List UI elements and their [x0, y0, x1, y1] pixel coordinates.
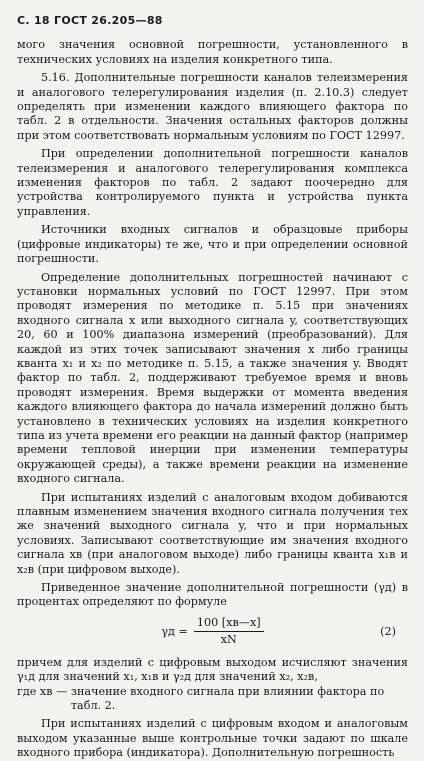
- paragraph-signal-sources: Источники входных сигналов и образцовые приборы (цифровые индикаторы) те же, что и при определении основной погрешности.: [17, 223, 408, 266]
- paragraph-analog-input: При испытаниях изделий с аналоговым входом добиваются плавным изменением значения входного сигнала получения тех же значений выходного сигнала y, что и при нормальных условиях. Записывают соответствующие им значения входного сигнала xв (при аналоговом выходе) либо границы кванта x₁в и x₂в (при цифровом выходе).: [17, 490, 408, 576]
- paragraph-complex-determination: При определении дополнительной погрешности каналов телеизмерения и аналогового телерегулирования комплекса изменения факторов по табл. 2 задают поочередно для устройства контролируемого пункта и устройства пункта управления.: [17, 147, 408, 218]
- formula-2: [17, 612, 408, 652]
- paragraph-digital-input: При испытаниях изделий с цифровым входом и аналоговым выходом указанные выше контрольные точки задают по шкале входного прибора (индикатора). Дополнительную погрешность: [17, 717, 408, 760]
- formula-lhs: γд =: [161, 624, 188, 638]
- formula-legend: [17, 685, 408, 714]
- page-header: С. 18 ГОСТ 26.205—88: [17, 14, 163, 27]
- equation-number: (2): [380, 624, 396, 638]
- paragraph-formula-intro: Приведенное значение дополнительной погрешности (γд) в процентах определяют по формуле: [17, 581, 408, 609]
- paragraph-5-16: 5.16. Дополнительные погрешности каналов телеизмерения и аналогового телерегулирования изделия (п. 2.10.3) следует определять при изменении каждого влияющего фактора по табл. 2 в отдельности. Значения остальных факторов должны при этом соответствовать нормальным условиям по ГОСТ 12997.: [17, 71, 408, 142]
- legend-text: значение входного сигнала при влиянии фактора по табл. 2.: [70, 684, 385, 713]
- paragraph-digital-output: причем для изделий с цифровым выходом исчисляют значения γ₁д для значений x₁, x₁в и γ₂д для значений x₂, x₂в,: [17, 655, 408, 684]
- formula-numerator: 100 [xв—x]: [194, 616, 264, 632]
- formula-fraction: [194, 616, 264, 648]
- paragraph-continuation: мого значения основной погрешности, установленного в технических условиях на изделия конкретного типа.: [17, 38, 408, 66]
- formula-denominator: xN: [220, 633, 237, 647]
- legend-lead: где xв —: [17, 684, 71, 698]
- paragraph-method: Определение дополнительных погрешностей начинают с установки нормальных условий по ГОСТ 12997. При этом проводят измерения по методике п. 5.15 при значениях входного сигнала x или выходного сигнала y, соответствующих 20, 60 и 100% диапазона измерений (преобразований). Для каждой из этих точек записывают значения x либо границы кванта x₁ и x₂ по методике п. 5.15, а также значения y. Вводят фактор по табл. 2, поддерживают требуемое время и вновь проводят измерения. Время выдержки от момента введения каждого влияющего фактора до начала измерений должно быть установлено в технических условиях на изделия конкретного типа из учета времени его реакции на данный фактор (например времени тепловой инерции при изменении температуры окружающей среды), а также времени реакции на изменение входного сигнала.: [17, 270, 408, 486]
